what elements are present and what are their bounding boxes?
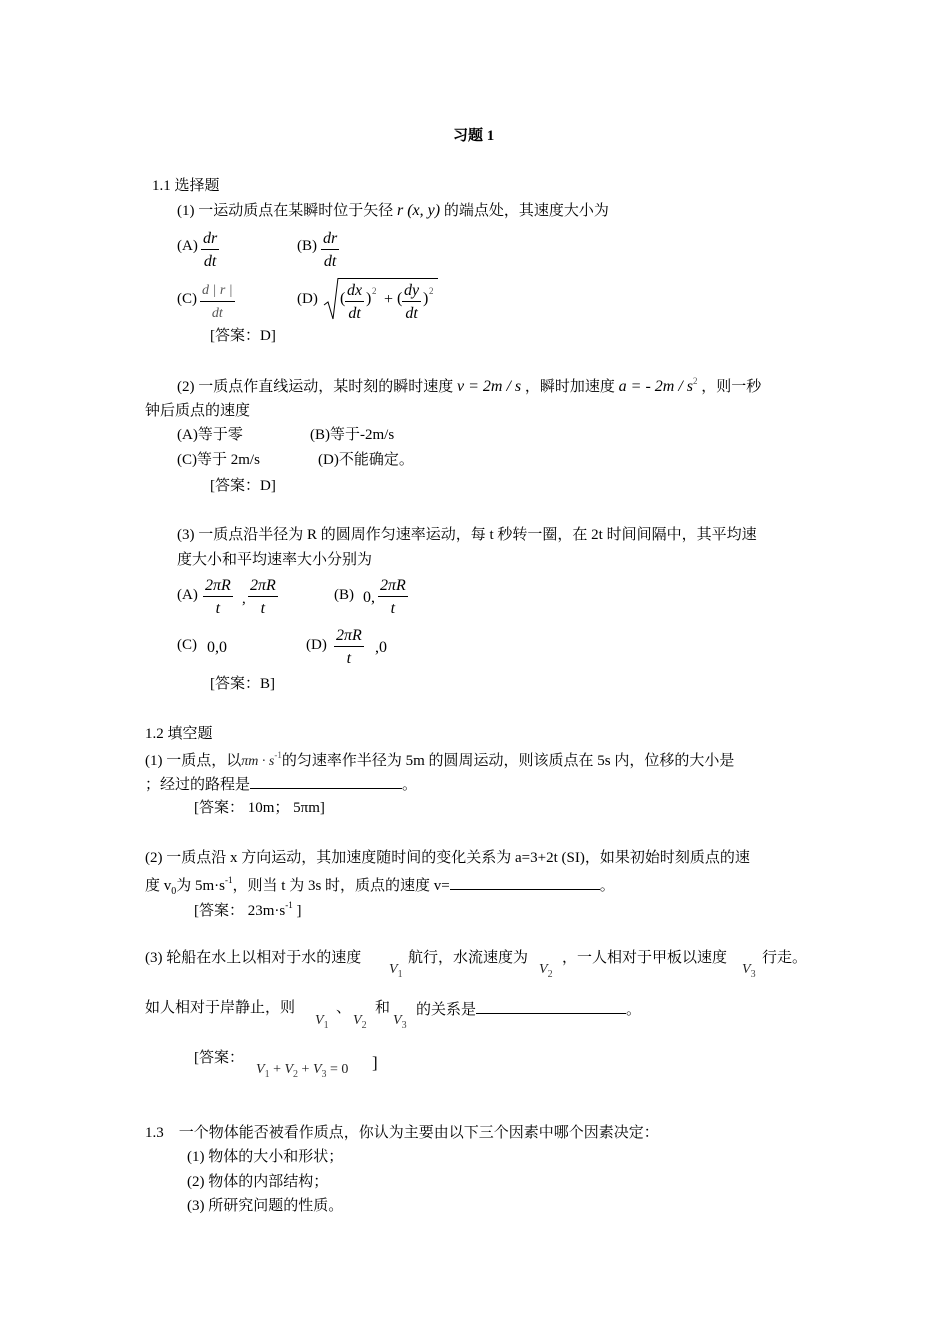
q2-3-answer-label: [答案： (194, 1050, 244, 1066)
q1-2-option-c: (C)等于 2m/s (177, 452, 260, 468)
q2-2-l2-sup: -1 (225, 875, 233, 885)
q2-3-l2-end: 。 (626, 1002, 642, 1018)
sqrt-bar (338, 278, 438, 279)
q2-3-t1: (3) 轮船在水上以相对于水的速度 (145, 950, 362, 966)
q2-3-v1-letter: V (389, 962, 398, 977)
q1-3-b-num: 2πR (378, 577, 408, 597)
q1-3-a-den1: t (215, 600, 221, 617)
q2-1-line2 (145, 776, 417, 793)
q1-2-line2: 钟后质点的速度 (145, 403, 251, 419)
page-title: 习题 1 (453, 128, 495, 144)
q1-3-a-frac2 (248, 577, 278, 618)
q1-1-b-den: dt (323, 253, 337, 270)
q1-3-option-c-label: (C) (177, 637, 197, 653)
q2-3-l2-and: 和 (375, 1000, 391, 1016)
q2-2-line2 (145, 876, 615, 897)
q2-2-l2-a: 度 v (145, 878, 172, 894)
q1-3-a-den2: t (260, 600, 266, 617)
q1-2-option-b: (B)等于-2m/s (310, 427, 395, 443)
q1-1-option-a-fraction (201, 230, 219, 271)
q1-1-d-dt1: dt (348, 305, 361, 322)
q2-3-l2-v2-sub: 2 (361, 1020, 367, 1031)
q1-1-d-dx: dx (345, 282, 364, 302)
sqrt-icon (323, 277, 339, 321)
q2-3-t2: 航行，水流速度为 (408, 950, 529, 966)
q1-1-d-dy: dy (402, 282, 421, 302)
q2-1-line1 (145, 751, 734, 769)
q2-2-blank (450, 877, 600, 890)
q2-2-l2-b: 为 5m·s (176, 878, 226, 894)
q1-2-text-a: (2) 一质点作直线运动，某时刻的瞬时速度 (177, 379, 454, 395)
q1-1-d-sq2: 2 (429, 286, 434, 296)
q2-2-line1: (2) 一质点沿 x 方向运动，其加速度随时间的变化关系为 a=3+2t (SI)，如果初始时刻质点的速 (145, 850, 750, 866)
q1-1-option-b-label: (B) (297, 238, 317, 254)
q2-3-l2-v1 (315, 1014, 329, 1031)
q1-1-option-d-label: (D) (297, 291, 318, 307)
q2-3-v3 (742, 963, 756, 980)
q2-2-answer-a: [答案： 23m·s (194, 903, 286, 919)
q1-2-text-b: ，瞬时加速度 (524, 379, 615, 395)
q2-3-l2-a: 如人相对于岸静止，则 (145, 1000, 296, 1016)
q2-1-speed: πm · s (241, 754, 275, 769)
q2-3-l2-v3 (393, 1014, 407, 1031)
q1-3-line2: 度大小和平均速率大小分别为 (177, 552, 373, 568)
q1-2-option-a: (A)等于零 (177, 427, 243, 443)
q1-3-d-frac (334, 627, 364, 668)
section-heading-1-2: 1.2 填空题 (145, 726, 213, 742)
q2-3-l2-v1-sub: 1 (323, 1020, 329, 1031)
q2-3-l2-sep: 、 (336, 1000, 352, 1016)
q1-3-c-value: 0,0 (207, 639, 227, 656)
s13-item-2: (2) 物体的内部结构； (187, 1174, 329, 1190)
q1-3-option-a-label: (A) (177, 587, 198, 603)
q2-3-v1-sub: 1 (397, 969, 403, 980)
q1-1-d-paren-l1: ( (340, 290, 346, 307)
q1-1-option-b-fraction (321, 230, 339, 271)
q1-1-text-b: 的端点处，其速度大小为 (443, 203, 609, 219)
q2-1-line2-end: 。 (402, 777, 418, 793)
q1-3-a-comma: , (242, 591, 246, 607)
q1-1-c-num: d | r | (200, 282, 235, 302)
q2-2-answer-b: ] (292, 903, 302, 919)
q1-1-text-a: (1) 一运动质点在某瞬时位于矢径 (177, 203, 394, 219)
q2-3-v1 (389, 963, 403, 980)
q1-1-d-paren-r2: ) (423, 290, 429, 307)
q1-1-answer: [答案：D] (210, 328, 276, 344)
q1-1-option-a-label: (A) (177, 238, 198, 254)
s13-item-3: (3) 所研究问题的性质。 (187, 1198, 344, 1214)
q2-3-v3-letter: V (742, 962, 751, 977)
q1-3-option-b-label: (B) (334, 587, 354, 603)
q2-3-ans-v3: V (312, 1062, 322, 1077)
q2-3-l2-v1-letter: V (315, 1013, 324, 1028)
q1-2-option-d: (D)不能确定。 (318, 452, 414, 468)
q1-1-d-frac-x (345, 282, 364, 323)
q2-3-answer-expr (256, 1063, 348, 1080)
q1-1-option-c-label: (C) (177, 291, 197, 307)
q2-3-ans-eq: = 0 (330, 1062, 349, 1077)
q1-2-text-c: ，则一秒 (701, 379, 762, 395)
q2-3-ans-plus2: + (301, 1062, 310, 1077)
q1-1-vector: r (x, y) (397, 202, 441, 219)
q2-1-text-a: (1) 一质点，以 (145, 753, 242, 769)
q1-1-d-plus: + (384, 291, 394, 308)
q1-2-stem (177, 377, 761, 395)
q2-2-l2-end: 。 (599, 878, 615, 894)
q1-3-option-d-label: (D) (306, 637, 327, 653)
q1-3-d-num: 2πR (334, 627, 364, 647)
q2-3-l2-v2-letter: V (353, 1013, 362, 1028)
q1-3-a-num1: 2πR (203, 577, 233, 597)
q1-3-b-frac (378, 577, 408, 618)
q1-1-b-num: dr (321, 230, 339, 250)
q2-2-answer-sup: -1 (285, 900, 293, 910)
q2-3-answer-close: ] (372, 1053, 378, 1072)
q1-1-a-num: dr (201, 230, 219, 250)
q1-3-a-frac1 (203, 577, 233, 618)
q2-3-l2-v3-letter: V (393, 1013, 402, 1028)
q2-3-blank (476, 1001, 626, 1014)
q2-3-ans-plus1: + (273, 1062, 281, 1077)
q1-2-a-sup: 2 (693, 376, 698, 386)
q2-2-l2-c: ，则当 t 为 3s 时，质点的速度 v= (232, 878, 450, 894)
q2-1-line2-text: ；经过的路程是 (145, 777, 251, 793)
section-1-3-line: 1.3 一个物体能否被看作质点，你认为主要由以下三个因素中哪个因素决定： (145, 1125, 659, 1141)
q1-1-d-sq1: 2 (372, 286, 377, 296)
q1-1-stem (177, 203, 609, 219)
q1-1-d-paren-r1: ) (366, 290, 372, 307)
q1-1-a-den: dt (203, 253, 217, 270)
q2-3-ans-s3: 3 (321, 1069, 327, 1080)
q1-3-b-zero: 0, (363, 589, 375, 606)
q2-1-text-b: 的匀速率作半径为 5m 的圆周运动，则该质点在 5s 内，位移的大小是 (281, 753, 735, 769)
q2-3-l2-v3-sub: 3 (401, 1020, 407, 1031)
q2-3-v2-letter: V (539, 962, 548, 977)
q2-1-blank (250, 776, 402, 789)
q2-3-v2-sub: 2 (547, 969, 553, 980)
q1-3-d-den: t (346, 650, 352, 667)
q2-3-ans-v1: V (256, 1062, 265, 1077)
q2-3-l2-b: 的关系是 (416, 1002, 477, 1018)
q1-3-answer: [答案：B] (210, 676, 275, 692)
q1-1-d-paren-l2: ( (397, 290, 403, 307)
q2-3-v3-sub: 3 (750, 969, 756, 980)
q2-1-answer: [答案： 10m； 5πm] (194, 800, 325, 816)
q2-3-t3: ，一人相对于甲板以速度 (562, 950, 728, 966)
q2-1-speed-sup: -1 (274, 750, 282, 760)
q2-3-v2 (539, 963, 553, 980)
q1-3-line1: (3) 一质点沿半径为 R 的圆周作匀速率运动，每 t 秒转一圈，在 2t 时间间隔中，其平均速 (177, 527, 757, 543)
q2-3-t4: 行走。 (762, 950, 808, 966)
section-heading-1-1: 1.1 选择题 (152, 178, 220, 194)
q1-3-a-num2: 2πR (248, 577, 278, 597)
q2-3-l2-b-line (416, 1001, 641, 1018)
q1-2-answer: [答案：D] (210, 478, 276, 494)
q1-2-v-expr: v = 2m / s (457, 378, 522, 395)
q2-2-answer (194, 901, 302, 919)
s13-item-1: (1) 物体的大小和形状； (187, 1149, 344, 1165)
q2-2-l2-sub: 0 (171, 886, 177, 897)
q1-2-a-expr: a = - 2m / s (618, 378, 693, 395)
q1-3-b-den: t (390, 600, 396, 617)
q2-3-ans-s2: 2 (293, 1069, 299, 1080)
q1-1-option-c-fraction (200, 282, 235, 323)
q1-1-d-frac-y (402, 282, 421, 323)
q1-1-d-dt2: dt (405, 305, 418, 322)
q1-1-c-den: dt (211, 306, 223, 321)
q2-3-ans-s1: 1 (264, 1069, 270, 1080)
q2-3-l2-v2 (353, 1014, 367, 1031)
q1-3-d-zero: ,0 (375, 639, 387, 656)
q2-3-ans-v2: V (284, 1062, 294, 1077)
